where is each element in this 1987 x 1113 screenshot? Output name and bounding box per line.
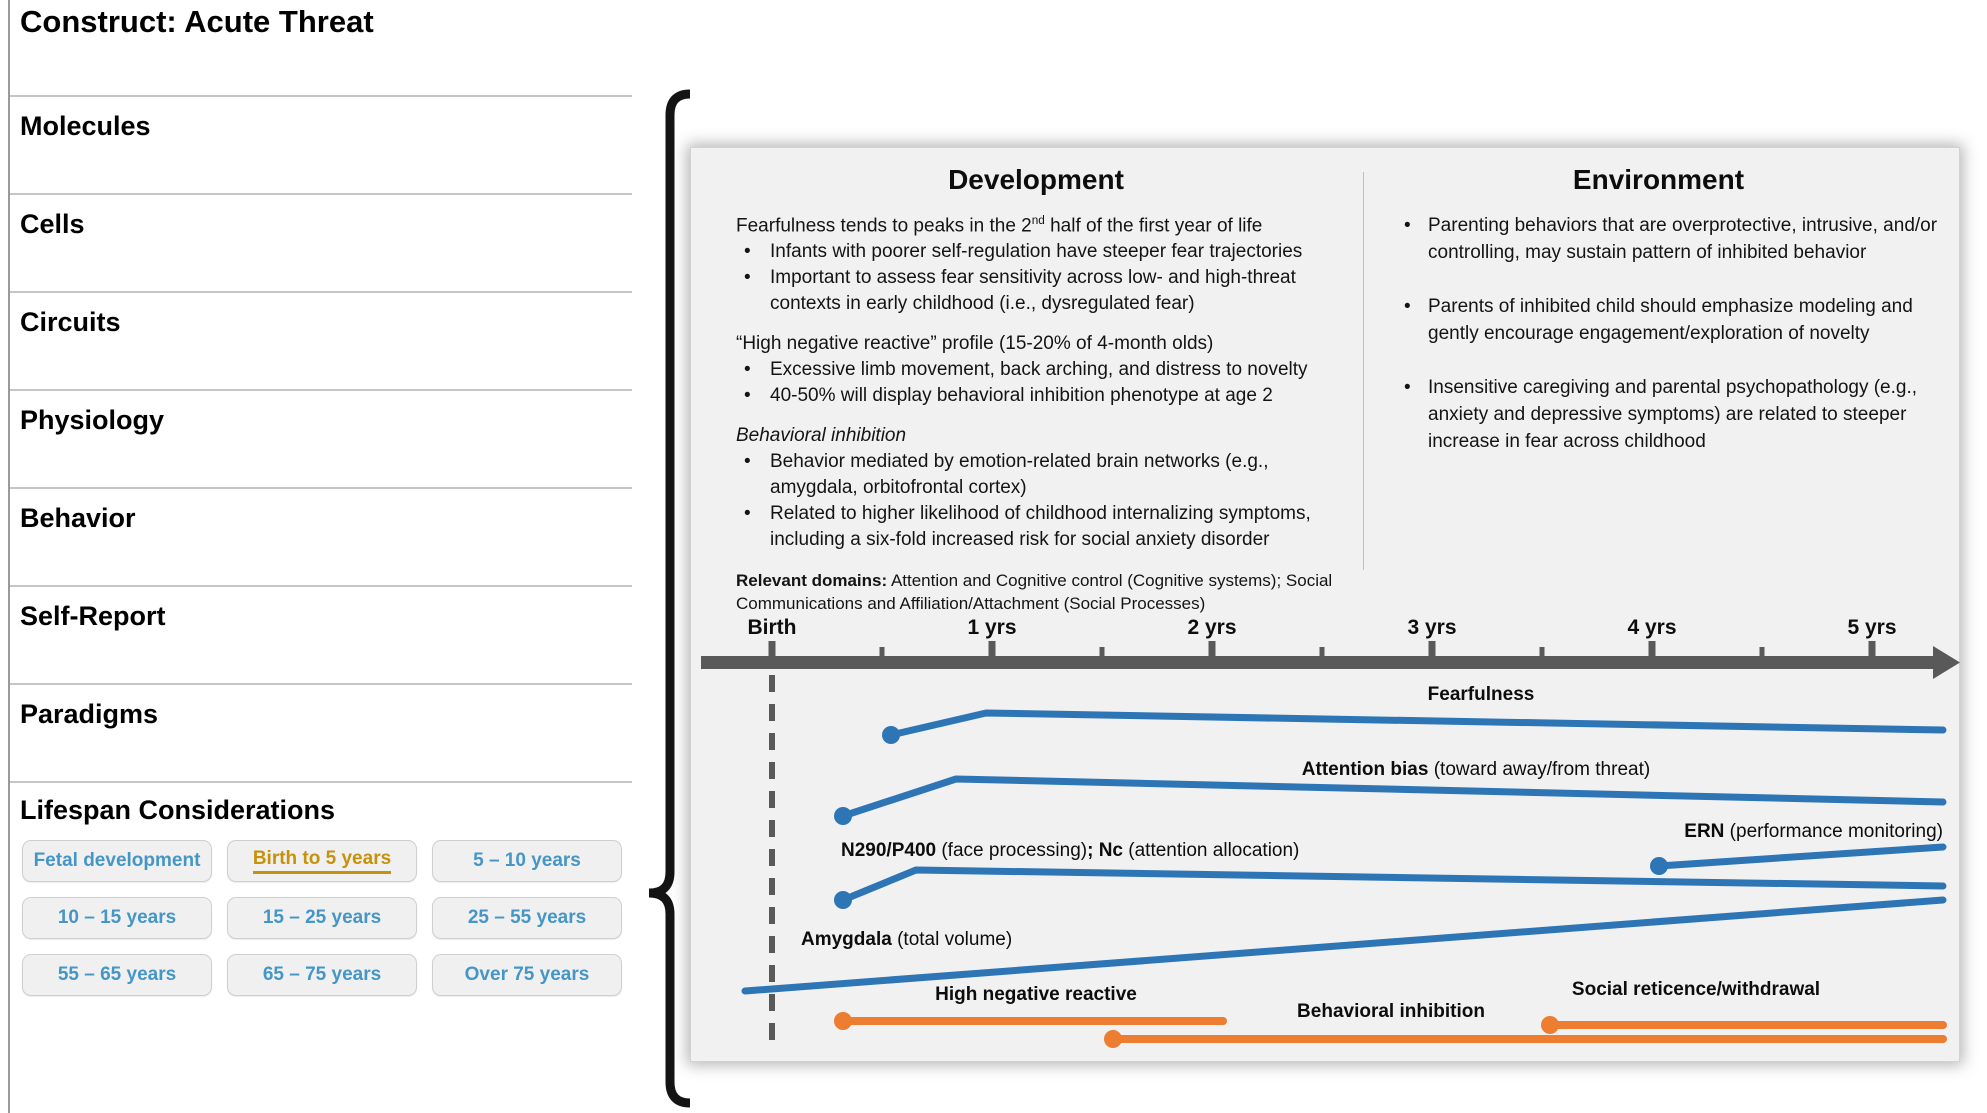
development-intro-bullets	[736, 239, 1354, 317]
environment-section-title: Environment	[1572, 164, 1745, 195]
sidebar-item-molecules[interactable]: Molecules	[10, 95, 632, 193]
matrix-row-list	[10, 95, 632, 996]
development-intro: Fearfulness tends to peaks in the 2nd half of the first year of life • Infants with poorer self-regulation have steeper fear trajectories • Important to assess fear sensitivity across low- and high-threat contexts in early childhood (i.e., dysregulated fear)	[736, 208, 1354, 317]
trajectory-label-high-negative-reactive: High negative reactive	[935, 984, 1137, 1005]
trajectory-line-n290-p400-nc	[843, 870, 1943, 900]
relevant-domains-note: Relevant domains: Attention and Cognitive control (Cognitive systems); Social Communications and Affiliation/Attachment (Social Processes)	[736, 571, 1333, 614]
axis-minor-tick	[1540, 647, 1545, 656]
trajectory-label-n290-p400-nc: N290/P400 (face processing); Nc (attention allocation)	[841, 840, 1300, 861]
axis-minor-tick	[1100, 647, 1105, 656]
axis-minor-tick	[1320, 647, 1325, 656]
bullet-item: • 40-50% will display behavioral inhibition phenotype at age 2	[736, 383, 1354, 409]
lifespan-button-fetal-development[interactable]: Fetal development	[22, 840, 212, 882]
axis-tick-label: Birth	[747, 616, 797, 639]
trajectory-label-fearfulness: Fearfulness	[1427, 684, 1535, 705]
trajectory-label-social-reticence: Social reticence/withdrawal	[1571, 979, 1821, 1000]
axis-major-tick	[1649, 641, 1656, 656]
axis-tick-label: 3 yrs	[1407, 616, 1457, 639]
sidebar-item-physiology[interactable]: Physiology	[10, 389, 632, 487]
bullet-item: • Insensitive caregiving and parental psychopathology (e.g., anxiety and depressive symptoms) are related to steeper increase in fear across childhood	[1396, 374, 1954, 455]
trajectory-label-attention-bias: Attention bias (toward away/from threat)	[1301, 759, 1651, 780]
sidebar-item-circuits[interactable]: Circuits	[10, 291, 632, 389]
birth-to-5-detail-panel	[690, 147, 1960, 1062]
lifespan-heading: Lifespan Considerations	[20, 795, 336, 825]
axis-tick-label: 4 yrs	[1627, 616, 1677, 639]
bullet-item: • Excessive limb movement, back arching, and distress to novelty	[736, 357, 1354, 383]
axis-major-tick	[769, 641, 776, 656]
axis-minor-tick	[1760, 647, 1765, 656]
development-profile: “High negative reactive” profile (15-20% of 4-month olds) • Excessive limb movement, back arching, and distress to novelty • 40-50% will display behavioral inhibition phenotype at age 2	[736, 331, 1354, 409]
curly-brace	[633, 88, 695, 1110]
sidebar-item-cells[interactable]: Cells	[10, 193, 632, 291]
lifespan-button-55-65-years[interactable]: 55 – 65 years	[22, 954, 212, 996]
trajectory-dot-n290-p400-nc	[834, 891, 852, 909]
trajectory-dot-fearfulness	[882, 726, 900, 744]
trajectory-dot-behavioral-inhibition	[1104, 1030, 1122, 1048]
column-divider-line	[1363, 172, 1364, 570]
axis-major-tick	[989, 641, 996, 656]
axis-major-tick	[1869, 641, 1876, 656]
lifespan-button-5-10-years[interactable]: 5 – 10 years	[432, 840, 622, 882]
lifespan-button-over-75-years[interactable]: Over 75 years	[432, 954, 622, 996]
bullet-item: • Parents of inhibited child should emphasize modeling and gently encourage engagement/exploration of novelty	[1396, 293, 1954, 347]
axis-major-tick	[1429, 641, 1436, 656]
axis-tick-label: 5 yrs	[1847, 616, 1897, 639]
lifespan-considerations-section	[10, 781, 632, 996]
development-profile-bullets	[736, 357, 1354, 409]
bullet-item: • Infants with poorer self-regulation have steeper fear trajectories	[736, 239, 1354, 265]
bullet-item: • Important to assess fear sensitivity across low- and high-threat contexts in early childhood (i.e., dysregulated fear)	[736, 265, 1354, 317]
curly-brace-path	[649, 94, 690, 1103]
bullet-item: • Parenting behaviors that are overprotective, intrusive, and/or controlling, may sustain pattern of inhibited behavior	[1396, 212, 1954, 266]
trajectory-line-attention-bias	[843, 779, 1943, 816]
timeline-axis-bar	[701, 656, 1933, 669]
lifespan-button-25-55-years[interactable]: 25 – 55 years	[432, 897, 622, 939]
development-bi-bullets	[736, 449, 1354, 553]
axis-major-tick	[1209, 641, 1216, 656]
lifespan-button-10-15-years[interactable]: 10 – 15 years	[22, 897, 212, 939]
sidebar-item-paradigms[interactable]: Paradigms	[10, 683, 632, 781]
axis-minor-tick	[880, 647, 885, 656]
superscript-nd: nd	[1031, 214, 1045, 227]
development-text	[736, 208, 1354, 615]
bullet-item: • Related to higher likelihood of childhood internalizing symptoms, including a six-fold increased risk for social anxiety disorder	[736, 501, 1354, 553]
environment-bullets	[1396, 212, 1954, 455]
trajectory-dot-high-negative-reactive	[834, 1012, 852, 1030]
trajectory-label-behavioral-inhibition: Behavioral inhibition	[1297, 1001, 1485, 1022]
lifespan-button-65-75-years[interactable]: 65 – 75 years	[227, 954, 417, 996]
lifespan-button-15-25-years[interactable]: 15 – 25 years	[227, 897, 417, 939]
sidebar-item-behavior[interactable]: Behavior	[10, 487, 632, 585]
development-section-title: Development	[948, 164, 1124, 195]
trajectory-label-ern: ERN (performance monitoring)	[1684, 821, 1943, 842]
behavioral-inhibition-subheading: Behavioral inhibition	[736, 425, 907, 447]
trajectory-line-ern	[1659, 847, 1943, 866]
sidebar-item-self-report[interactable]: Self-Report	[10, 585, 632, 683]
trajectory-dot-social-reticence	[1541, 1016, 1559, 1034]
lifespan-button-grid	[22, 840, 632, 996]
lifespan-button-birth-to-5-years[interactable]: Birth to 5 years	[227, 840, 417, 882]
developmental-timeline	[691, 608, 1961, 1063]
trajectory-dot-ern	[1650, 857, 1668, 875]
page-title: Construct: Acute Threat	[20, 4, 374, 39]
development-behavioral-inhibition	[736, 423, 1354, 553]
axis-tick-label: 2 yrs	[1187, 616, 1237, 639]
trajectory-label-amygdala: Amygdala (total volume)	[801, 929, 1013, 950]
timeline-axis-arrow	[1933, 646, 1960, 679]
bullet-item: • Behavior mediated by emotion-related brain networks (e.g., amygdala, orbitofrontal cortex)	[736, 449, 1354, 501]
trajectory-dot-attention-bias	[834, 807, 852, 825]
trajectory-line-fearfulness	[891, 713, 1943, 735]
environment-text	[1396, 212, 1954, 482]
axis-tick-label: 1 yrs	[967, 616, 1017, 639]
